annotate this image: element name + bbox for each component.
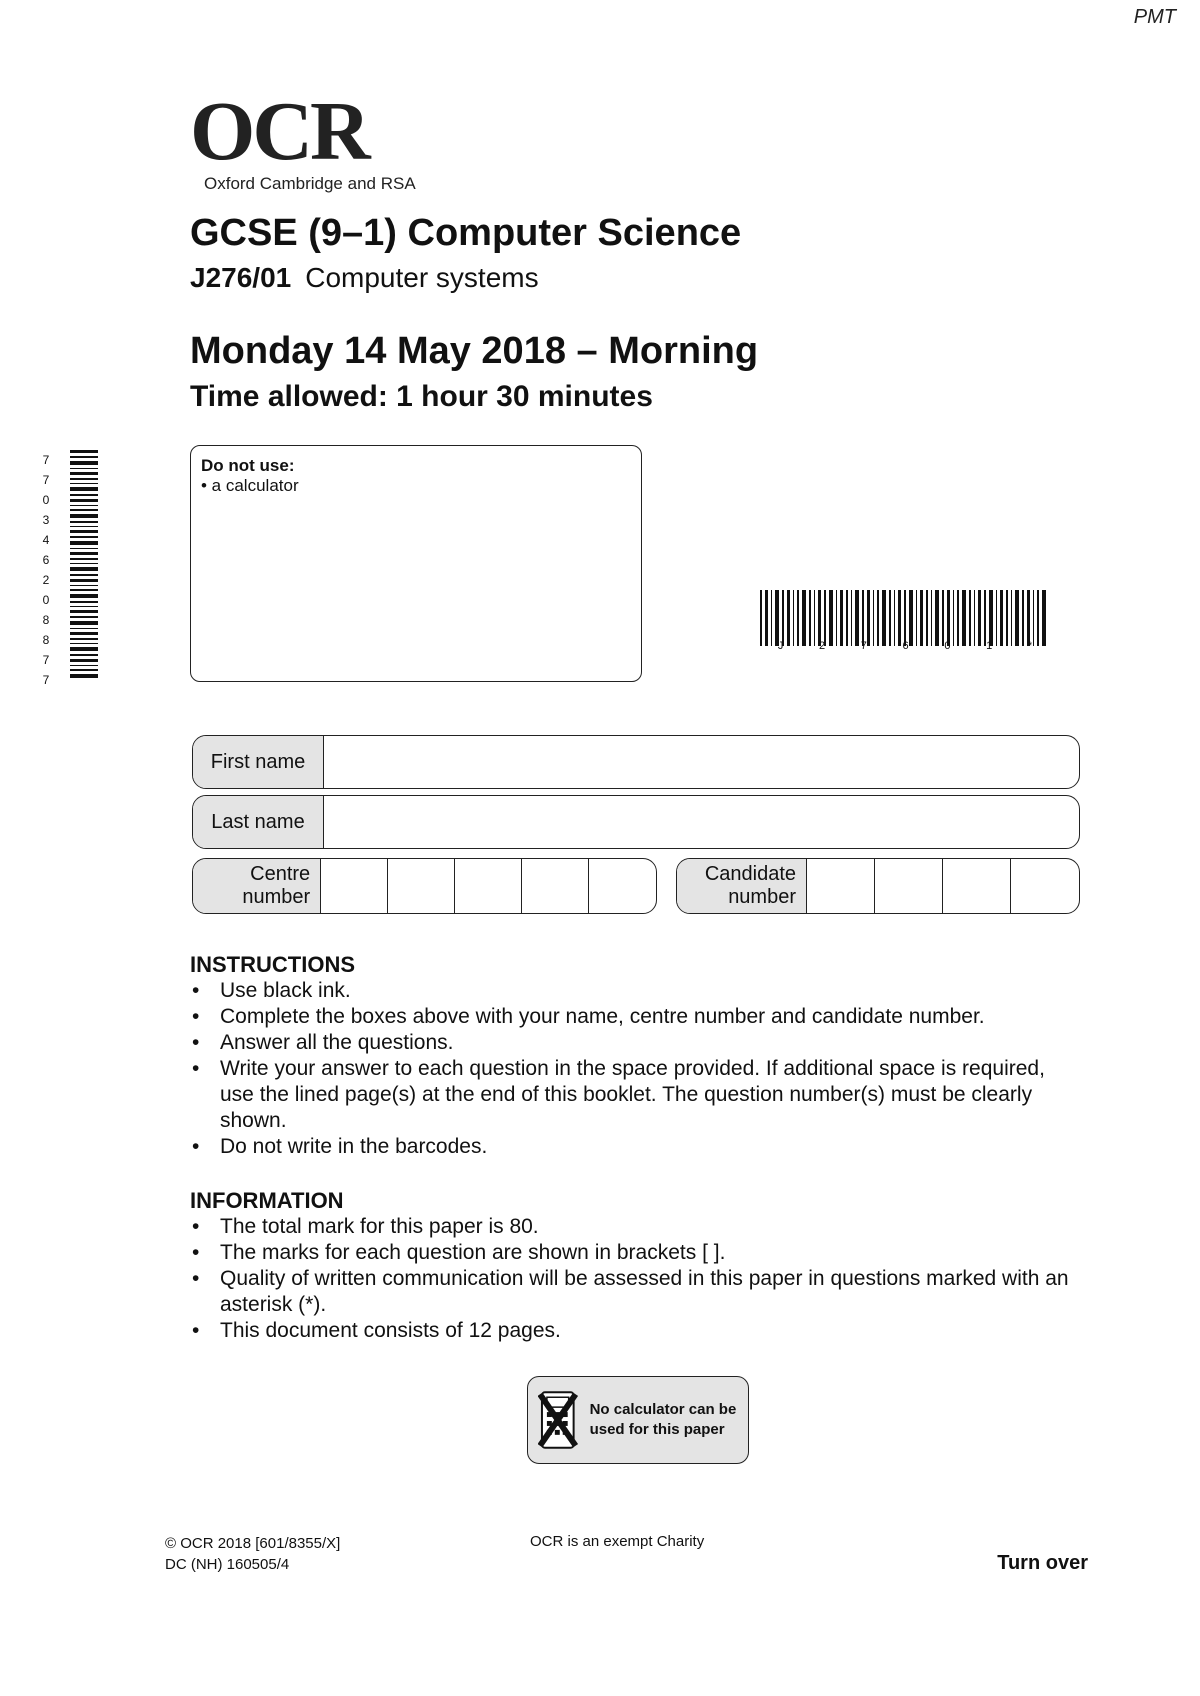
barcode-digit: 0 — [944, 640, 951, 652]
barcode-digit: 8 — [42, 633, 50, 647]
footer-left — [165, 1533, 340, 1575]
list-item: • The marks for each question are shown in brackets [ ]. — [190, 1240, 1080, 1266]
candidate-number-cell[interactable] — [875, 859, 943, 913]
candidate-number-label — [677, 859, 807, 913]
ocr-logo-subtitle: Oxford Cambridge and RSA — [204, 174, 416, 193]
barcode-digit: J — [777, 640, 784, 652]
candidate-label-line2: number — [728, 886, 796, 908]
list-item: • Quality of written communication will be assessed in this paper in questions marked with an asterisk (*). — [190, 1266, 1080, 1318]
barcode-digit: 1 — [986, 640, 993, 652]
list-item: • The total mark for this paper is 80. — [190, 1214, 1080, 1240]
first-name-row — [192, 735, 1080, 789]
time-allowed: Time allowed: 1 hour 30 minutes — [190, 380, 653, 413]
turn-over-label: Turn over — [997, 1552, 1088, 1574]
barcode-digit: 8 — [42, 613, 50, 627]
do-not-use-heading: Do not use: — [201, 456, 295, 475]
do-not-use-box — [190, 445, 642, 682]
horizontal-barcode — [760, 590, 1050, 646]
list-item: • Do not write in the barcodes. — [190, 1134, 1080, 1160]
crossed-calculator-icon — [538, 1390, 578, 1450]
barcode-digit: 7 — [42, 473, 50, 487]
candidate-label-line1: Candidate — [704, 863, 796, 885]
no-calculator-text: No calculator can be used for this paper — [589, 1401, 737, 1438]
barcode-digit: 7 — [42, 673, 50, 687]
barcode-digit: 4 — [42, 533, 50, 547]
barcode-digit: 7 — [42, 453, 50, 467]
charity-text: OCR is an exempt Charity — [530, 1533, 705, 1550]
last-name-label: Last name — [193, 796, 324, 848]
candidate-number-cell[interactable] — [1011, 859, 1079, 913]
centre-number-row — [192, 858, 657, 914]
copyright-text: © OCR 2018 [601/8355/X] — [165, 1535, 341, 1552]
barcode-digit: 3 — [42, 513, 50, 527]
ocr-logo: OCR — [190, 85, 368, 178]
last-name-row — [192, 795, 1080, 849]
information-heading: INFORMATION — [190, 1188, 344, 1213]
candidate-number-cell[interactable] — [943, 859, 1011, 913]
vertical-barcode — [70, 450, 98, 680]
barcode-digit: 0 — [42, 593, 50, 607]
last-name-field[interactable] — [324, 796, 1079, 848]
centre-number-cell[interactable] — [589, 859, 656, 913]
list-item: • This document consists of 12 pages. — [190, 1318, 1080, 1344]
centre-number-cell[interactable] — [455, 859, 522, 913]
barcode-digit: 7 — [42, 653, 50, 667]
instructions-heading: INSTRUCTIONS — [190, 952, 355, 977]
barcode-digit: 2 — [42, 573, 50, 587]
instructions-list — [190, 978, 1080, 1160]
centre-label-line1: Centre — [250, 863, 311, 885]
exam-component: Computer systems — [305, 262, 539, 293]
barcode-digit: 0 — [42, 493, 50, 507]
list-item: • Write your answer to each question in the space provided. If additional space is required, use the lined page(s) at the end of this booklet. The question number(s) must be clearly shown. — [190, 1056, 1080, 1134]
exam-title: GCSE (9–1) Computer Science — [190, 212, 742, 254]
barcode-digit: 2 — [818, 640, 826, 652]
centre-number-cell[interactable] — [321, 859, 388, 913]
list-item: • Use black ink. — [190, 978, 1080, 1004]
candidate-number-row — [676, 858, 1080, 914]
first-name-label: First name — [193, 736, 324, 788]
centre-label-line2: number — [242, 886, 311, 908]
information-list — [190, 1214, 1080, 1344]
barcode-digit: 6 — [42, 553, 50, 567]
barcode-digit: * — [1027, 640, 1033, 652]
corner-mark: PMT — [1133, 6, 1176, 28]
no-calculator-notice — [527, 1376, 749, 1464]
list-item: • Complete the boxes above with your name, centre number and candidate number. — [190, 1004, 1080, 1030]
horizontal-barcode-digits — [760, 640, 1050, 652]
exam-date: Monday 14 May 2018 – Morning — [190, 330, 759, 372]
exam-code-line — [190, 262, 539, 294]
vertical-barcode-digits — [40, 450, 52, 690]
exam-code: J276/01 — [190, 262, 292, 293]
centre-number-cell[interactable] — [388, 859, 455, 913]
barcode-digit: 7 — [860, 640, 867, 652]
centre-number-cell[interactable] — [522, 859, 589, 913]
list-item: • Answer all the questions. — [190, 1030, 1080, 1056]
document-ref: DC (NH) 160505/4 — [165, 1556, 290, 1573]
candidate-number-cell[interactable] — [807, 859, 875, 913]
first-name-field[interactable] — [324, 736, 1079, 788]
barcode-digit: 6 — [902, 640, 909, 652]
do-not-use-item: • a calculator — [201, 476, 299, 495]
centre-number-label — [193, 859, 321, 913]
